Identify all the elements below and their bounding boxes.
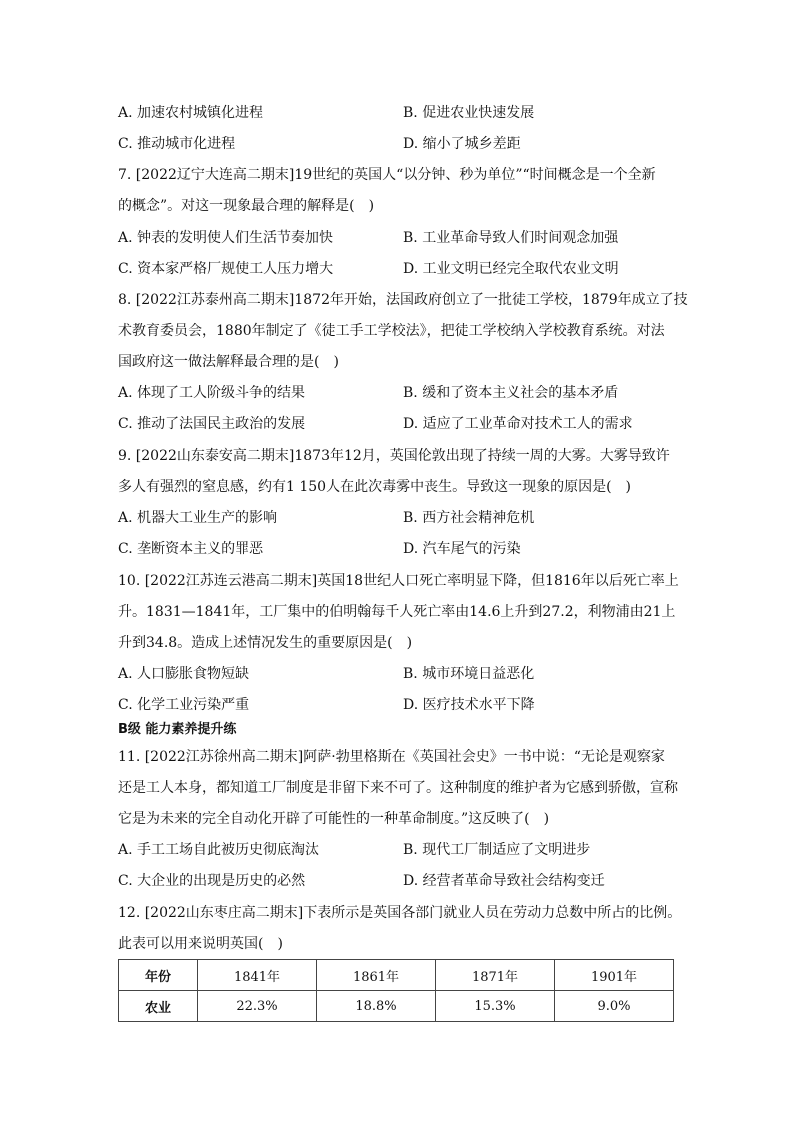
q8-option-b: B. 缓和了资本主义社会的基本矛盾 [403, 385, 619, 401]
q10-option-a: A. 人口膨胀食物短缺 [118, 666, 250, 682]
table-header-row [119, 960, 674, 991]
table-cell: 18.8% [317, 991, 436, 1022]
q12-stem-line-1: 12. [2022山东枣庄高二期末]下表所示是英国各部门就业人员在劳动力总数中所占的比例。 [118, 905, 682, 921]
q10-stem-line-3: 升到34.8。造成上述情况发生的重要原因是( ) [118, 635, 413, 651]
q10-option-d: D. 医疗技术水平下降 [403, 697, 535, 713]
q11-option-b: B. 现代工厂制适应了文明进步 [403, 842, 591, 858]
q11-stem-line-2: 还是工人本身，都知道工厂制度是非留下来不可了。这种制度的维护者为它感到骄傲，宣称 [118, 780, 678, 796]
q7-option-b: B. 工业革命导致人们时间观念加强 [403, 230, 619, 246]
q10-stem-line-1: 10. [2022江苏连云港高二期末]英国18世纪人口死亡率明显下降，但1816年以后死亡率上 [118, 573, 679, 589]
q9-option-d: D. 汽车尾气的污染 [403, 541, 521, 557]
table-cell: 22.3% [198, 991, 317, 1022]
q11-option-a: A. 手工工场自此被历史彻底淘汰 [118, 842, 320, 858]
table-header-cell: 1901年 [555, 960, 674, 991]
q8-stem-line-1: 8. [2022江苏泰州高二期末]1872年开始，法国政府创立了一批徒工学校，1879年成立了技 [118, 292, 688, 308]
table-row-label: 农业 [119, 991, 198, 1022]
q11-option-d: D. 经营者革命导致社会结构变迁 [403, 873, 605, 889]
q10-option-c: C. 化学工业污染严重 [118, 697, 250, 713]
q11-stem-line-1: 11. [2022江苏徐州高二期末]阿萨·勃里格斯在《英国社会史》一书中说：“无论是观察家 [118, 749, 665, 765]
q9-option-c: C. 垄断资本主义的罪恶 [118, 541, 264, 557]
q10-stem-line-2: 升。1831—1841年，工厂集中的伯明翰每千人死亡率由14.6上升到27.2，利物浦由21上 [118, 604, 676, 620]
q8-stem-line-2: 术教育委员会，1880年制定了《徒工手工学校法》，把徒工学校纳入学校教育系统。对法 [118, 323, 665, 339]
table-cell: 15.3% [436, 991, 555, 1022]
q12-stem-line-2: 此表可以用来说明英国( ) [118, 936, 283, 952]
table-header-cell: 年份 [119, 960, 198, 991]
section-b-heading: B级 能力素养提升练 [118, 722, 237, 737]
q6-option-a: A. 加速农村城镇化进程 [118, 105, 264, 121]
q6-option-d: D. 缩小了城乡差距 [403, 136, 521, 152]
q8-option-c: C. 推动了法国民主政治的发展 [118, 416, 306, 432]
q7-option-a: A. 钟表的发明使人们生活节奏加快 [118, 230, 334, 246]
table-header-cell: 1841年 [198, 960, 317, 991]
q11-stem-line-3: 它是为未来的完全自动化开辟了可能性的一种革命制度。”这反映了( ) [118, 811, 550, 827]
q9-option-b: B. 西方社会精神危机 [403, 510, 535, 526]
q7-stem-line-2: 的概念”。对这一现象最合理的解释是( ) [118, 198, 375, 214]
table-row [119, 991, 674, 1022]
q7-option-d: D. 工业文明已经完全取代农业文明 [403, 261, 619, 277]
table-header-cell: 1871年 [436, 960, 555, 991]
q8-option-a: A. 体现了工人阶级斗争的结果 [118, 385, 306, 401]
q7-stem-line-1: 7. [2022辽宁大连高二期末]19世纪的英国人“以分钟、秒为单位”“时间概念是一个全新 [118, 167, 656, 183]
q6-option-c: C. 推动城市化进程 [118, 136, 236, 152]
table-cell: 9.0% [555, 991, 674, 1022]
q7-option-c: C. 资本家严格厂规使工人压力增大 [118, 261, 334, 277]
q6-option-b: B. 促进农业快速发展 [403, 105, 535, 121]
q8-stem-line-3: 国政府这一做法解释最合理的是( ) [118, 354, 339, 370]
q10-option-b: B. 城市环境日益恶化 [403, 666, 535, 682]
q9-stem-line-1: 9. [2022山东泰安高二期末]1873年12月，英国伦敦出现了持续一周的大雾。大雾导致许 [118, 448, 670, 464]
q8-option-d: D. 适应了工业革命对技术工人的需求 [403, 416, 633, 432]
q9-stem-line-2: 多人有强烈的窒息感，约有1 150人在此次毒雾中丧生。导致这一现象的原因是( ) [118, 479, 632, 495]
table-header-cell: 1861年 [317, 960, 436, 991]
q9-option-a: A. 机器大工业生产的影响 [118, 510, 278, 526]
q11-option-c: C. 大企业的出现是历史的必然 [118, 873, 306, 889]
employment-table [118, 959, 674, 1022]
